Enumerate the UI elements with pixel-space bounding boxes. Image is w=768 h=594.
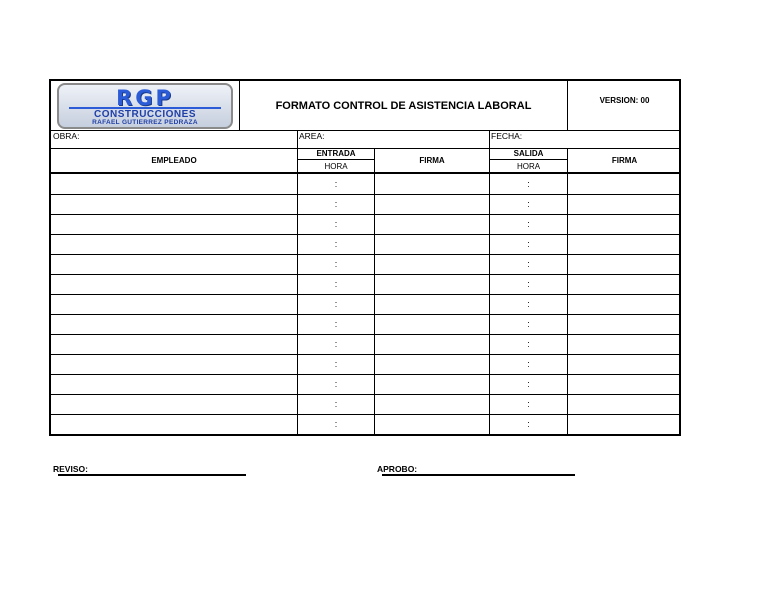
hora-in-cell[interactable]: : [334,219,338,229]
firma-out-header: FIRMA [611,156,638,165]
aprobo-label: APROBO: [377,464,418,474]
reviso-label: REVISO: [53,464,88,474]
logo-owner: RAFAEL GUTIERREZ PEDRAZA [92,119,198,126]
hora-in-cell[interactable]: : [334,419,338,429]
company-logo [57,83,233,129]
hora-out-cell[interactable]: : [527,279,530,289]
hora-out-cell[interactable]: : [527,319,530,329]
hora-in-cell[interactable]: : [334,339,338,349]
hora-in-cell[interactable]: : [334,179,338,189]
hora-out-cell[interactable]: : [527,419,530,429]
logo-company: CONSTRUCCIONES [93,109,196,120]
entrada-header: ENTRADA [316,149,356,158]
hora-in-cell[interactable]: : [334,299,338,309]
aprobo-signature-line[interactable] [382,474,575,476]
hora-out-cell[interactable]: : [527,179,530,189]
hora-in-cell[interactable]: : [334,399,338,409]
page-title: FORMATO CONTROL DE ASISTENCIA LABORAL [275,99,532,112]
hora-out-cell[interactable]: : [527,219,530,229]
hora-in-cell[interactable]: : [334,239,338,249]
divider [51,130,679,131]
hora-in-cell[interactable]: : [334,279,338,289]
attendance-form [49,79,681,436]
hora-out-header: HORA [516,161,541,171]
hora-out-cell[interactable]: : [527,299,530,309]
divider [374,148,375,436]
hora-in-cell[interactable]: : [334,319,338,329]
hora-in-cell[interactable]: : [334,259,338,269]
hora-in-cell[interactable]: : [334,379,338,389]
hora-out-cell[interactable]: : [527,239,530,249]
hora-in-cell[interactable]: : [334,199,338,209]
obra-label: OBRA: [53,131,80,141]
hora-in-cell[interactable]: : [334,359,338,369]
hora-out-cell[interactable]: : [527,339,530,349]
reviso-signature-line[interactable] [58,474,246,476]
logo-brand: RGP [116,86,174,110]
hora-in-header: HORA [324,161,348,171]
divider [567,148,568,436]
hora-out-cell[interactable]: : [527,199,530,209]
hora-out-cell[interactable]: : [527,359,530,369]
fecha-label: FECHA: [491,131,523,141]
hora-out-cell[interactable]: : [527,379,530,389]
hora-out-cell[interactable]: : [527,259,530,269]
salida-header: SALIDA [513,149,544,158]
version-label: VERSION: 00 [599,95,650,105]
hora-out-cell[interactable]: : [527,399,530,409]
empleado-header: EMPLEADO [151,156,197,165]
firma-in-header: FIRMA [419,156,445,165]
area-label: AREA: [299,131,325,141]
